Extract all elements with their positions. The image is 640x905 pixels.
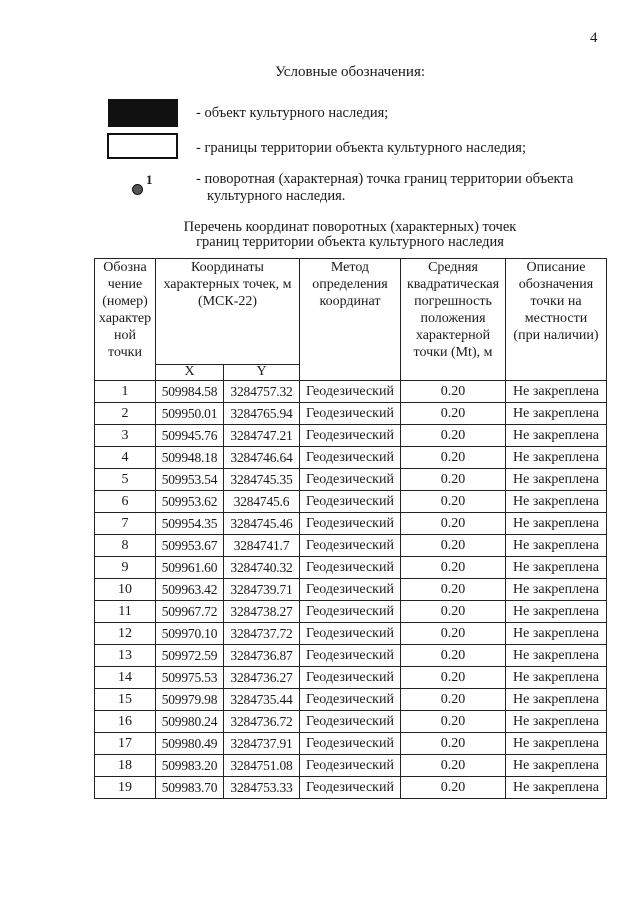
cell-description: Не закреплена — [506, 645, 607, 667]
header-description-line: точки на — [530, 294, 582, 309]
cell-coord-x: 509948.18 — [156, 447, 224, 469]
table-title-line1: Перечень координат поворотных (характерных) точек — [183, 219, 517, 235]
cell-coord-x: 509961.60 — [156, 557, 224, 579]
cell-coord-y: 3284757.32 — [224, 381, 300, 403]
cell-point-number: 18 — [95, 755, 156, 777]
cell-error: 0.20 — [401, 447, 506, 469]
cell-coord-y: 3284740.32 — [224, 557, 300, 579]
cell-method: Геодезический — [300, 557, 401, 579]
cell-coord-y: 3284737.72 — [224, 623, 300, 645]
cell-description: Не закреплена — [506, 403, 607, 425]
cell-error: 0.20 — [401, 777, 506, 799]
cell-method: Геодезический — [300, 733, 401, 755]
legend-territory-boundary: - границы территории объекта культурного наследия; — [196, 140, 526, 156]
table-row — [95, 557, 607, 579]
cell-coord-x: 509953.67 — [156, 535, 224, 557]
cell-error: 0.20 — [401, 733, 506, 755]
cell-description: Не закреплена — [506, 447, 607, 469]
cell-coord-x: 509983.20 — [156, 755, 224, 777]
cell-description: Не закреплена — [506, 755, 607, 777]
table-row — [95, 535, 607, 557]
header-coordinates-line: (МСК-22) — [197, 294, 258, 309]
cell-method: Геодезический — [300, 491, 401, 513]
cell-point-number: 4 — [95, 447, 156, 469]
header-description-line: (при наличии) — [513, 328, 599, 343]
cell-coord-y: 3284736.27 — [224, 667, 300, 689]
page-number: 4 — [590, 30, 598, 46]
cell-point-number: 2 — [95, 403, 156, 425]
cell-coord-y: 3284745.6 — [224, 491, 300, 513]
cell-point-number: 14 — [95, 667, 156, 689]
cell-coord-y: 3284765.94 — [224, 403, 300, 425]
cell-error: 0.20 — [401, 689, 506, 711]
cell-point-number: 15 — [95, 689, 156, 711]
cell-coord-y: 3284746.64 — [224, 447, 300, 469]
table-row — [95, 513, 607, 535]
cell-description: Не закреплена — [506, 425, 607, 447]
cell-error: 0.20 — [401, 403, 506, 425]
table-row — [95, 755, 607, 777]
cell-coord-x: 509950.01 — [156, 403, 224, 425]
table-row — [95, 447, 607, 469]
cell-description: Не закреплена — [506, 381, 607, 403]
cell-description: Не закреплена — [506, 535, 607, 557]
table-row — [95, 733, 607, 755]
header-error — [401, 259, 506, 381]
cell-description: Не закреплена — [506, 491, 607, 513]
cell-coord-y: 3284736.72 — [224, 711, 300, 733]
cell-description: Не закреплена — [506, 689, 607, 711]
cell-point-number: 5 — [95, 469, 156, 491]
cell-coord-y: 3284745.35 — [224, 469, 300, 491]
table-row — [95, 381, 607, 403]
cell-error: 0.20 — [401, 623, 506, 645]
table-row — [95, 623, 607, 645]
turning-point-icon — [132, 184, 143, 195]
cell-coord-x: 509979.98 — [156, 689, 224, 711]
cell-description: Не закреплена — [506, 601, 607, 623]
cell-method: Геодезический — [300, 425, 401, 447]
legend-heritage-object: - объект культурного наследия; — [196, 105, 389, 121]
cell-description: Не закреплена — [506, 557, 607, 579]
cell-error: 0.20 — [401, 579, 506, 601]
cell-point-number: 16 — [95, 711, 156, 733]
cell-coord-y: 3284739.71 — [224, 579, 300, 601]
cell-error: 0.20 — [401, 513, 506, 535]
cell-description: Не закреплена — [506, 777, 607, 799]
cell-coord-y: 3284747.21 — [224, 425, 300, 447]
cell-method: Геодезический — [300, 645, 401, 667]
coordinates-table — [94, 258, 607, 799]
cell-description: Не закреплена — [506, 667, 607, 689]
cell-point-number: 3 — [95, 425, 156, 447]
cell-error: 0.20 — [401, 645, 506, 667]
header-method — [300, 259, 401, 381]
cell-method: Геодезический — [300, 755, 401, 777]
cell-error: 0.20 — [401, 557, 506, 579]
cell-error: 0.20 — [401, 381, 506, 403]
table-title-line2: границ территории объекта культурного наследия — [196, 234, 504, 250]
header-x: X — [156, 365, 224, 381]
cell-coord-x: 509980.49 — [156, 733, 224, 755]
header-method-line: Метод — [330, 260, 370, 275]
legend-title: Условные обозначения: — [274, 64, 426, 80]
cell-method: Геодезический — [300, 579, 401, 601]
cell-point-number: 13 — [95, 645, 156, 667]
cell-method: Геодезический — [300, 601, 401, 623]
cell-point-number: 12 — [95, 623, 156, 645]
territory-boundary-swatch — [107, 133, 178, 159]
table-row — [95, 689, 607, 711]
cell-point-number: 17 — [95, 733, 156, 755]
cell-coord-y: 3284737.91 — [224, 733, 300, 755]
cell-method: Геодезический — [300, 513, 401, 535]
cell-coord-x: 509983.70 — [156, 777, 224, 799]
cell-method: Геодезический — [300, 469, 401, 491]
cell-method: Геодезический — [300, 623, 401, 645]
header-designation-line: ной — [114, 328, 136, 343]
cell-coord-x: 509972.59 — [156, 645, 224, 667]
cell-coord-x: 509975.53 — [156, 667, 224, 689]
header-description — [506, 259, 607, 381]
header-error-line: квадратическая — [406, 277, 500, 292]
cell-description: Не закреплена — [506, 733, 607, 755]
cell-coord-y: 3284736.87 — [224, 645, 300, 667]
cell-error: 0.20 — [401, 425, 506, 447]
header-method-line: определения — [312, 277, 388, 292]
cell-description: Не закреплена — [506, 513, 607, 535]
cell-method: Геодезический — [300, 689, 401, 711]
cell-coord-x: 509984.58 — [156, 381, 224, 403]
cell-error: 0.20 — [401, 667, 506, 689]
header-designation-line: чение — [107, 277, 143, 292]
cell-method: Геодезический — [300, 403, 401, 425]
table-row — [95, 667, 607, 689]
header-designation-line: характер — [98, 311, 152, 326]
header-error-line: Средняя — [428, 260, 478, 275]
cell-coord-y: 3284745.46 — [224, 513, 300, 535]
cell-point-number: 1 — [95, 381, 156, 403]
cell-method: Геодезический — [300, 777, 401, 799]
cell-coord-y: 3284751.08 — [224, 755, 300, 777]
cell-coord-y: 3284753.33 — [224, 777, 300, 799]
cell-method: Геодезический — [300, 711, 401, 733]
cell-error: 0.20 — [401, 711, 506, 733]
cell-coord-y: 3284738.27 — [224, 601, 300, 623]
cell-error: 0.20 — [401, 535, 506, 557]
table-row — [95, 579, 607, 601]
cell-coord-x: 509945.76 — [156, 425, 224, 447]
table-row — [95, 777, 607, 799]
cell-description: Не закреплена — [506, 579, 607, 601]
table-row — [95, 645, 607, 667]
cell-method: Геодезический — [300, 447, 401, 469]
cell-method: Геодезический — [300, 667, 401, 689]
cell-point-number: 7 — [95, 513, 156, 535]
table-row — [95, 403, 607, 425]
table-title — [100, 220, 600, 250]
cell-description: Не закреплена — [506, 469, 607, 491]
heritage-object-swatch — [108, 99, 178, 127]
header-designation-line: Обозна — [103, 260, 147, 275]
cell-method: Геодезический — [300, 535, 401, 557]
legend-turning-point-line2: культурного наследия. — [207, 188, 346, 204]
cell-point-number: 9 — [95, 557, 156, 579]
header-error-line: положения — [420, 311, 486, 326]
header-coordinates — [156, 259, 300, 365]
cell-description: Не закреплена — [506, 623, 607, 645]
table-row — [95, 711, 607, 733]
legend-turning-point-line1: - поворотная (характерная) точка границ территории объекта — [196, 171, 574, 187]
header-error-line: погрешность — [414, 294, 492, 309]
header-designation — [95, 259, 156, 381]
cell-coord-x: 509953.54 — [156, 469, 224, 491]
header-designation-line: точки — [108, 345, 142, 360]
cell-coord-x: 509967.72 — [156, 601, 224, 623]
turning-point-number: 1 — [146, 172, 153, 187]
header-error-line: точки (Mt), м — [413, 345, 493, 360]
header-description-line: местности — [524, 311, 588, 326]
table-row — [95, 425, 607, 447]
cell-error: 0.20 — [401, 755, 506, 777]
cell-coord-x: 509970.10 — [156, 623, 224, 645]
cell-coord-x: 509954.35 — [156, 513, 224, 535]
cell-point-number: 19 — [95, 777, 156, 799]
cell-error: 0.20 — [401, 601, 506, 623]
cell-error: 0.20 — [401, 491, 506, 513]
header-description-line: Описание — [526, 260, 586, 275]
cell-point-number: 11 — [95, 601, 156, 623]
cell-point-number: 10 — [95, 579, 156, 601]
cell-coord-x: 509963.42 — [156, 579, 224, 601]
cell-point-number: 6 — [95, 491, 156, 513]
table-row — [95, 601, 607, 623]
cell-coord-y: 3284735.44 — [224, 689, 300, 711]
cell-point-number: 8 — [95, 535, 156, 557]
table-row — [95, 469, 607, 491]
cell-description: Не закреплена — [506, 711, 607, 733]
cell-coord-x: 509953.62 — [156, 491, 224, 513]
cell-method: Геодезический — [300, 381, 401, 403]
header-error-line: характерной — [415, 328, 491, 343]
table-row — [95, 491, 607, 513]
cell-error: 0.20 — [401, 469, 506, 491]
header-y: Y — [224, 365, 300, 381]
header-designation-line: (номер) — [102, 294, 148, 309]
header-coordinates-line: характерных точек, м — [163, 277, 292, 292]
header-method-line: координат — [319, 294, 381, 309]
header-coordinates-line: Координаты — [191, 260, 264, 275]
cell-coord-y: 3284741.7 — [224, 535, 300, 557]
header-description-line: обозначения — [518, 277, 594, 292]
cell-coord-x: 509980.24 — [156, 711, 224, 733]
